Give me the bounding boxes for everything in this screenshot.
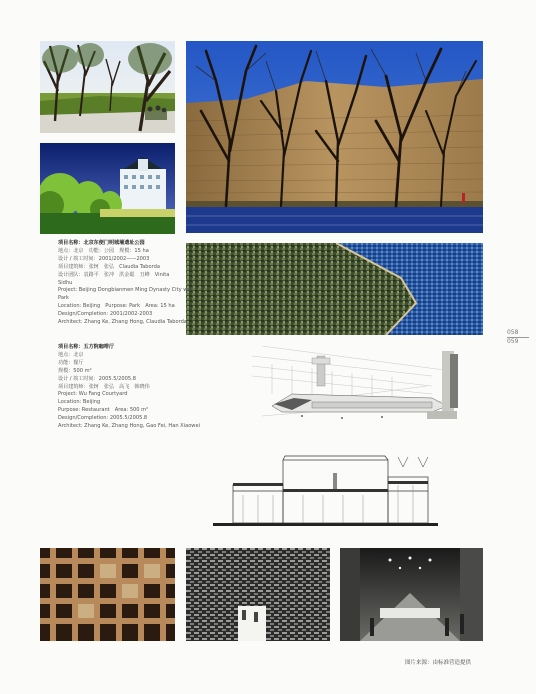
brick-facade-photo <box>186 548 330 641</box>
wall-texture-photo <box>186 243 483 335</box>
caption-line: 项目建筑师：张轲 张弘 高飞 韩晓伟 <box>58 383 150 390</box>
project2-caption <box>58 344 200 431</box>
caption-line: 地点：北京 功能：公园 规模：15 ha <box>58 247 149 254</box>
caption-line: Location: Beijing <box>58 399 101 406</box>
caption-line: Park <box>58 295 70 302</box>
restaurant-interior-photo <box>340 548 483 641</box>
caption-line: 功能：餐厅 <box>58 359 84 366</box>
night-tower-photo <box>40 143 175 234</box>
wood-lattice-photo <box>40 548 175 641</box>
park-trees-photo <box>40 41 175 133</box>
site-plan-drawing <box>252 346 483 446</box>
caption-line: 规模：500 m² <box>58 367 92 374</box>
city-wall-photo <box>186 41 483 233</box>
page-numbers <box>507 329 529 345</box>
caption-line: Project: Wu Fang Courtyard <box>58 391 128 398</box>
caption-line: Architect: Zhang Ke, Zhang Hong, Claudia Taborda <box>58 319 187 326</box>
caption-line: Architect: Zhang Ke, Zhang Hong, Gao Fei, Han Xiaowei <box>58 423 201 430</box>
caption-line: 地点：北京 <box>58 351 84 358</box>
caption-line: Location: Beijing Purpose: Park Area: 15 ha <box>58 303 175 310</box>
caption-line: Design/Completion: 2005.5/2005.8 <box>58 415 148 422</box>
caption-line: 设计团队：袁路平 张冲 洪金聪 丑峰 Vinita <box>58 271 170 278</box>
page-number-right: 059 <box>507 338 519 345</box>
caption-line: Project: Beijing Dongbianmen Ming Dynasty City wall <box>58 287 194 294</box>
project1-title: 项目名称：北京东便门明城墙遗址公园 <box>58 240 145 246</box>
caption-line: Purpose: Restaurant Area: 500 m² <box>58 407 149 414</box>
project2-title: 项目名称：五方院咖啡厅 <box>58 344 115 350</box>
caption-line: 设计 / 竣工时间：2005.5/2005.8 <box>58 375 136 382</box>
caption-line: 项目建筑师：张轲 张弘 Claudia Taborda <box>58 263 160 270</box>
section-drawing <box>213 455 438 530</box>
image-credit: 图片来源：由标准营造提供 <box>405 660 472 666</box>
page-number-left: 058 <box>507 329 519 336</box>
caption-line: Design/Completion: 2001/2002-2003 <box>58 311 153 318</box>
project1-caption <box>58 240 193 327</box>
caption-line: 设计 / 竣工时间：2001/2002——2003 <box>58 255 150 262</box>
caption-line: Sidhu <box>58 279 73 286</box>
